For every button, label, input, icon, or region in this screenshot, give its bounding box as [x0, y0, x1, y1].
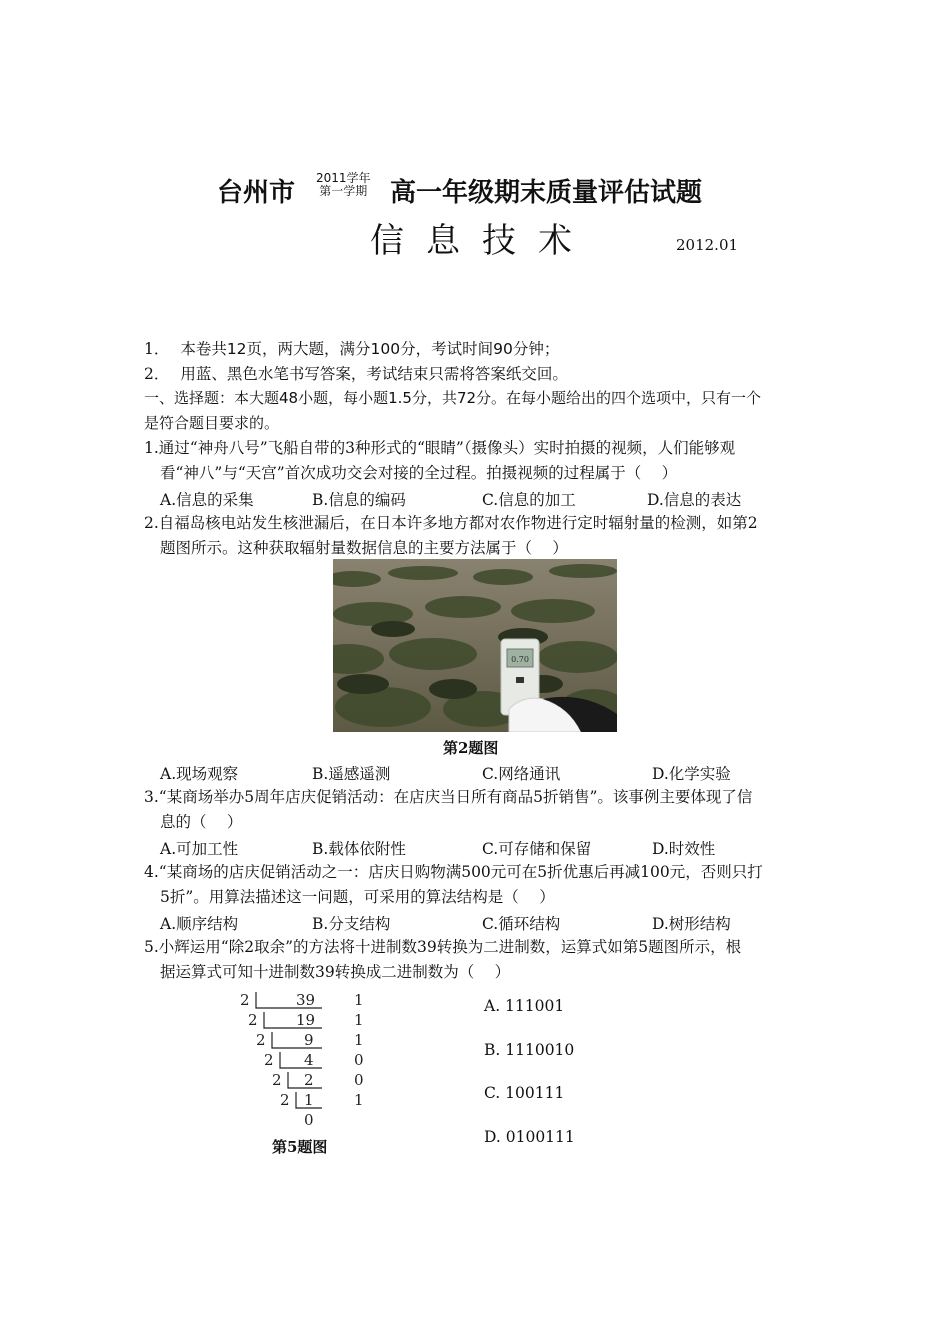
exam-title: 高一年级期末质量评估试题 [390, 178, 703, 208]
remainder-6: 1 [354, 1091, 364, 1109]
q5-option-d: D. 0100111 [484, 1128, 575, 1146]
q4-option-c: C.循环结构 [482, 915, 561, 933]
figure-2-caption: 第2题图 [443, 739, 499, 757]
question-2-line2: 题图所示。这种获取辐射量数据信息的主要方法属于（ ） [160, 539, 568, 557]
remainder-3: 1 [354, 1031, 364, 1049]
meter-reading: 0.70 [511, 655, 529, 664]
question-4-line2: 5折”。用算法描述这一问题，可采用的算法结构是（ ） [160, 888, 555, 906]
divisor-4: 2 [264, 1051, 274, 1069]
school-year: 2011学年 [316, 171, 371, 185]
divisor-2: 2 [248, 1011, 258, 1029]
remainder-1: 1 [354, 991, 364, 1009]
section-heading-line1: 一、选择题：本大题48小题，每小题1.5分，共72分。在每小题给出的四个选项中，只有一个 [144, 389, 762, 407]
q4-option-b: B.分支结构 [312, 915, 391, 933]
section-heading-line2: 是符合题目要求的。 [144, 414, 280, 432]
q2-option-c: C.网络通讯 [482, 765, 561, 783]
q3-option-c: C.可存储和保留 [482, 840, 592, 858]
quotient-5: 2 [304, 1071, 314, 1089]
note-2: 2． 用蓝、黑色水笔书写答案，考试结束只需将答案纸交回。 [144, 365, 568, 383]
remainder-5: 0 [354, 1071, 364, 1089]
quotient-1: 39 [296, 991, 316, 1009]
remainder-4: 0 [354, 1051, 364, 1069]
term-name: 第一学期 [319, 184, 368, 198]
question-3-line1: 3.“某商场举办5周年店庆促销活动：在店庆当日所有商品5折销售”。该事例主要体现了信 [144, 788, 753, 806]
q5-option-c: C. 100111 [484, 1084, 565, 1102]
q2-option-d: D.化学实验 [652, 765, 731, 783]
quotient-2: 19 [296, 1011, 316, 1029]
q2-option-b: B.遥感遥测 [312, 765, 391, 783]
q3-option-d: D.时效性 [652, 840, 716, 858]
q4-option-a: A.顺序结构 [160, 915, 239, 933]
remainder-2: 1 [354, 1011, 364, 1029]
division-figure [230, 988, 380, 1137]
city-name: 台州市 [217, 178, 296, 208]
quotient-3: 9 [304, 1031, 314, 1049]
note-1: 1． 本卷共12页，两大题，满分100分，考试时间90分钟； [144, 340, 560, 358]
q1-option-c: C.信息的加工 [482, 491, 576, 509]
divisor-1: 2 [240, 991, 250, 1009]
exam-date: 2012.01 [676, 236, 739, 254]
quotient-7: 0 [304, 1111, 314, 1129]
divisor-3: 2 [256, 1031, 266, 1049]
q5-option-b: B. 1110010 [484, 1041, 575, 1059]
quotient-4: 4 [304, 1051, 314, 1069]
divisor-6: 2 [280, 1091, 290, 1109]
q1-option-d: D.信息的表达 [647, 491, 742, 509]
q3-option-a: A.可加工性 [160, 840, 239, 858]
question-4-line1: 4.“某商场的店庆促销活动之一：店庆日购物满500元可在5折优惠后再减100元，否则只打 [144, 863, 763, 881]
question-1-line1: 1.通过“神舟八号”飞船自带的3种形式的“眼睛”（摄像头）实时拍摄的视频，人们能够观 [144, 439, 736, 457]
q1-option-a: A.信息的采集 [160, 491, 254, 509]
q2-option-a: A.现场观察 [160, 765, 239, 783]
q1-option-b: B.信息的编码 [312, 491, 406, 509]
school-term [316, 172, 371, 198]
figure-5-caption: 第5题图 [272, 1138, 328, 1156]
q3-option-b: B.载体依附性 [312, 840, 406, 858]
radiation-meter-photo [333, 559, 617, 732]
divisor-5: 2 [272, 1071, 282, 1089]
question-1-line2: 看“神八”与“天宫”首次成功交会对接的全过程。拍摄视频的过程属于（ ） [160, 464, 678, 482]
q5-option-a: A. 111001 [484, 997, 565, 1015]
quotient-6: 1 [304, 1091, 314, 1109]
question-5-line2: 据运算式可知十进制数39转换成二进制数为（ ） [160, 963, 511, 981]
subject-title: 信息技术 [370, 221, 594, 261]
q4-option-d: D.树形结构 [652, 915, 731, 933]
question-2-line1: 2.自福岛核电站发生核泄漏后，在日本许多地方都对农作物进行定时辐射量的检测，如第2 [144, 514, 758, 532]
question-5-line1: 5.小辉运用“除2取余”的方法将十进制数39转换为二进制数，运算式如第5题图所示，根 [144, 938, 742, 956]
exam-header [0, 170, 950, 210]
question-3-line2: 息的（ ） [160, 813, 243, 831]
